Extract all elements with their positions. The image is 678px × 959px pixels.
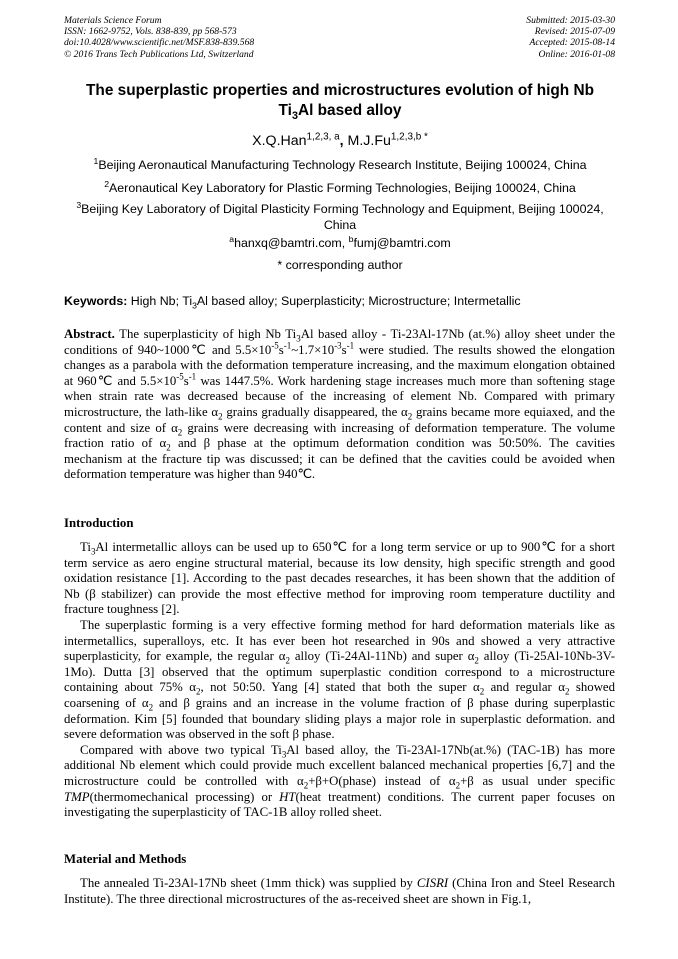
title-line-1: The superplastic properties and microstructures evolution of high Nb [86,82,594,99]
affiliation-3: $^3$Beijing Key Laboratory of Digital Plasticity Forming Technology and Equipment, Beijing 100024, China [76,199,604,232]
journal-copyright: © 2016 Trans Tech Publications Ltd, Switzerland [64,48,254,60]
abstract-label: Abstract. [64,327,115,341]
email-link[interactable]: hanxq@bamtri.com, [234,236,349,250]
date-revised: Revised: 2015-07-09 [534,26,615,38]
paragraph: $Ti_3Al$ intermetallic alloys can be used up to 650℃ for a long term service or up to 900℃ for a short term service as aero engine structural material, because its low density, high specific strength and good oxidation resistance [1]. According to the past decades researches, it has been shown that the addition of Nb (β stabilizer) can provide the most effective method for improving room temperature ductility and fracture toughness [2]. [64,540,615,617]
journal-doi: doi:10.4028/www.scientific.net/MSF.838-839.568 [64,37,255,49]
abstract: Abstract. The superplasticity of high Nb $Ti_3Al$ based alloy - Ti-23Al-17Nb (at.%) alloy sheet under the conditions of 940~1000℃ and $5.5\times 10^{-5}s^{-1}\sim 1.7\times 10^{-3}s^{-1}$ were studied. The results showed the elongation changes as a parabola with the deformation temperature increasing, and the maximum elongation obtained at 960℃ and $5.5\times 10^{-5}s^{-1}$ was 1447.5%. Work hardening stage increases much more than softening stage when strain rate was decreased because of the increasing of element Nb. Compared with primary microstructure, the lath-like $\alpha_2$ grains gradually disappeared, the $\alpha_2$ grains became more equiaxed, and the content and size of $\alpha_2$ grains were decreasing with increasing of deformation temperature. The volume fraction ratio of $\alpha_2$ and β phase at the optimum deformation condition was 50:50%. The cavities mechanism at the fracture tip was discussed; it can be defined that the cavities could be avoided when deformation temperature was higher than 940℃. [64,327,616,482]
affiliation-1: $^1$Beijing Aeronautical Manufacturing Technology Research Institute, Beijing 100024, China [93,155,587,172]
date-accepted: Accepted: 2015-08-14 [529,37,615,49]
author-list: X.Q.Han$^{1,2,3, a}$, $M.J.Fu^{1,2,3,b *}$ [252,131,428,149]
affiliation-2: $^2$Aeronautical Key Laboratory for Plastic Forming Technologies, Beijing 100024, China [104,178,576,195]
paragraph: Compared with above two typical $Ti_3Al$ based alloy, the Ti-23Al-17Nb(at.%) (TAC-1B) has more additional Nb element which could provide much excellent balanced mechanical properties [6,7] and the microstructure could be controlled with $\alpha_2+\beta+O(phase)$ instead of $\alpha_2+\beta$ as usual under specific TMP(thermomechanical processing) or HT(heat treatment) conditions. The current paper focuses on investigating the superplasticity of TAC-1B alloy rolled sheet. [64,742,615,820]
date-online: Online: 2016-01-08 [538,48,615,60]
section-heading-introduction: Introduction [64,516,134,530]
paper-title [64,81,616,121]
paragraph: The superplastic forming is a very effective forming method for hard deformation materials like as intermetallics, superalloys, etc. It has ever been hot researched in 90s and showed a very attractive superplasticity, for example, the regular $\alpha_2$ alloy (Ti-24Al-11Nb) and super $\alpha_2$ alloy (Ti-25Al-10Nb-3V-1Mo). Dutta [3] observed that the optimum superplastic condition correspond to a microstructure containing about 75% $\alpha_2$, not 50:50. Yang [4] stated that both the super $\alpha_2$ and regular $\alpha_2$ showed coarsening of $\alpha_2$ and β grains and an increase in the volume fraction of β phase during superplastic deformation. Kim [5] founded that boundary sliding plays a major role in superplastic deformation. and severe deformation was observed in the soft β phase. [64,617,616,742]
journal-info [64,15,254,60]
materials-body [64,876,615,907]
author-name: X.Q.Han [252,133,307,149]
email-link[interactable]: fumj@bamtri.com [353,236,451,250]
introduction-body [64,540,615,821]
author-emails: $^a$hanxq@bamtri.com, $^b$fumj@bamtri.com [229,233,451,250]
journal-name: Materials Science Forum [64,15,162,26]
publication-dates [526,15,615,60]
journal-issn: ISSN: 1662-9752, Vols. 838-839, pp 568-573 [64,26,237,38]
corresponding-note: * corresponding author [277,258,403,272]
title-line-2: $Ti_3Al$ based alloy [278,102,402,123]
author-name: M.J.Fu [347,133,391,149]
date-submitted: Submitted: 2015-03-30 [526,15,615,26]
keywords: Keywords: High Nb; $Ti_3Al$ based alloy; Superplasticity; Microstructure; Intermetallic [64,294,521,311]
keywords-label: Keywords: [64,294,128,308]
section-heading-materials: Material and Methods [64,852,187,866]
paragraph: The annealed Ti-23Al-17Nb sheet (1mm thick) was supplied by CISRI (China Iron and Steel Research Institute). The three directional microstructures of the as-received sheet are shown in Fig.1, [64,876,615,906]
